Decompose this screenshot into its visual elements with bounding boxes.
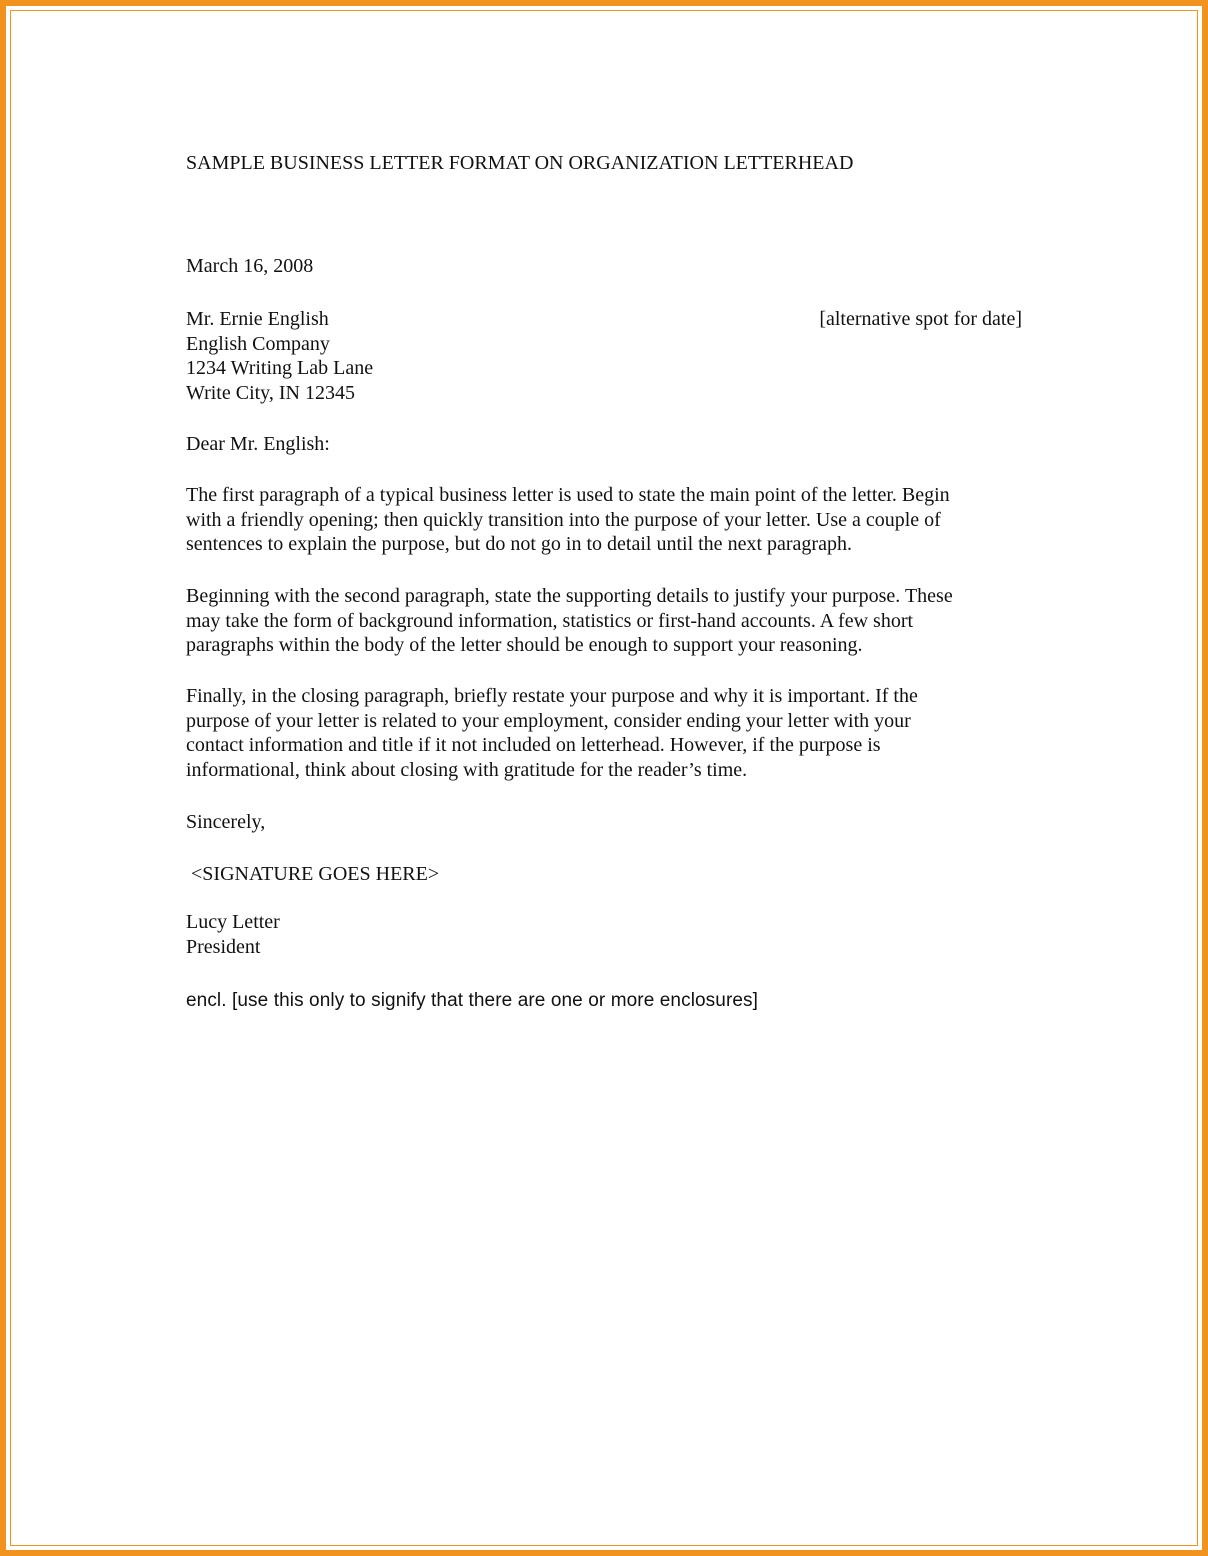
recipient-company: English Company [186,332,330,355]
body-paragraph-2 [186,584,953,658]
paragraph-line: may take the form of background information, statistics or first-hand accounts. A few short [186,609,914,632]
recipient-address [186,307,373,405]
paragraph-line: purpose of your letter is related to your employment, consider ending your letter with your [186,709,911,732]
signature-placeholder: <SIGNATURE GOES HERE> [191,863,440,885]
paragraph-line: Finally, in the closing paragraph, briefly restate your purpose and why it is important. If the [186,685,918,707]
recipient-name: Mr. Ernie English [186,308,329,330]
body-paragraph-1 [186,483,950,557]
paragraph-line: Beginning with the second paragraph, state the supporting details to justify your purpose. These [186,585,953,607]
paragraph-line: informational, think about closing with gratitude for the reader’s time. [186,758,748,781]
signer-name: Lucy Letter [186,911,280,933]
letter-date: March 16, 2008 [186,255,314,277]
enclosure-note: encl. [use this only to signify that there are one or more enclosures] [186,990,759,1011]
recipient-street: 1234 Writing Lab Lane [186,357,374,380]
body-paragraph-3 [186,684,918,782]
paragraph-line: paragraphs within the body of the letter should be enough to support your reasoning. [186,634,863,657]
paragraph-line: with a friendly opening; then quickly transition into the purpose of your letter. Use a couple of [186,508,941,531]
salutation: Dear Mr. English: [186,433,330,455]
signer-title: President [186,935,261,958]
alternative-date-spot: [alternative spot for date] [819,308,1022,330]
recipient-city: Write City, IN 12345 [186,381,355,404]
paragraph-line: The first paragraph of a typical business letter is used to state the main point of the letter. Begin [186,484,950,506]
paragraph-line: contact information and title if it not included on letterhead. However, if the purpose is [186,734,881,757]
closing: Sincerely, [186,811,266,833]
paragraph-line: sentences to explain the purpose, but do not go in to detail until the next paragraph. [186,533,852,556]
letter-heading: SAMPLE BUSINESS LETTER FORMAT ON ORGANIZATION LETTERHEAD [186,152,854,174]
signer-block [186,910,280,959]
